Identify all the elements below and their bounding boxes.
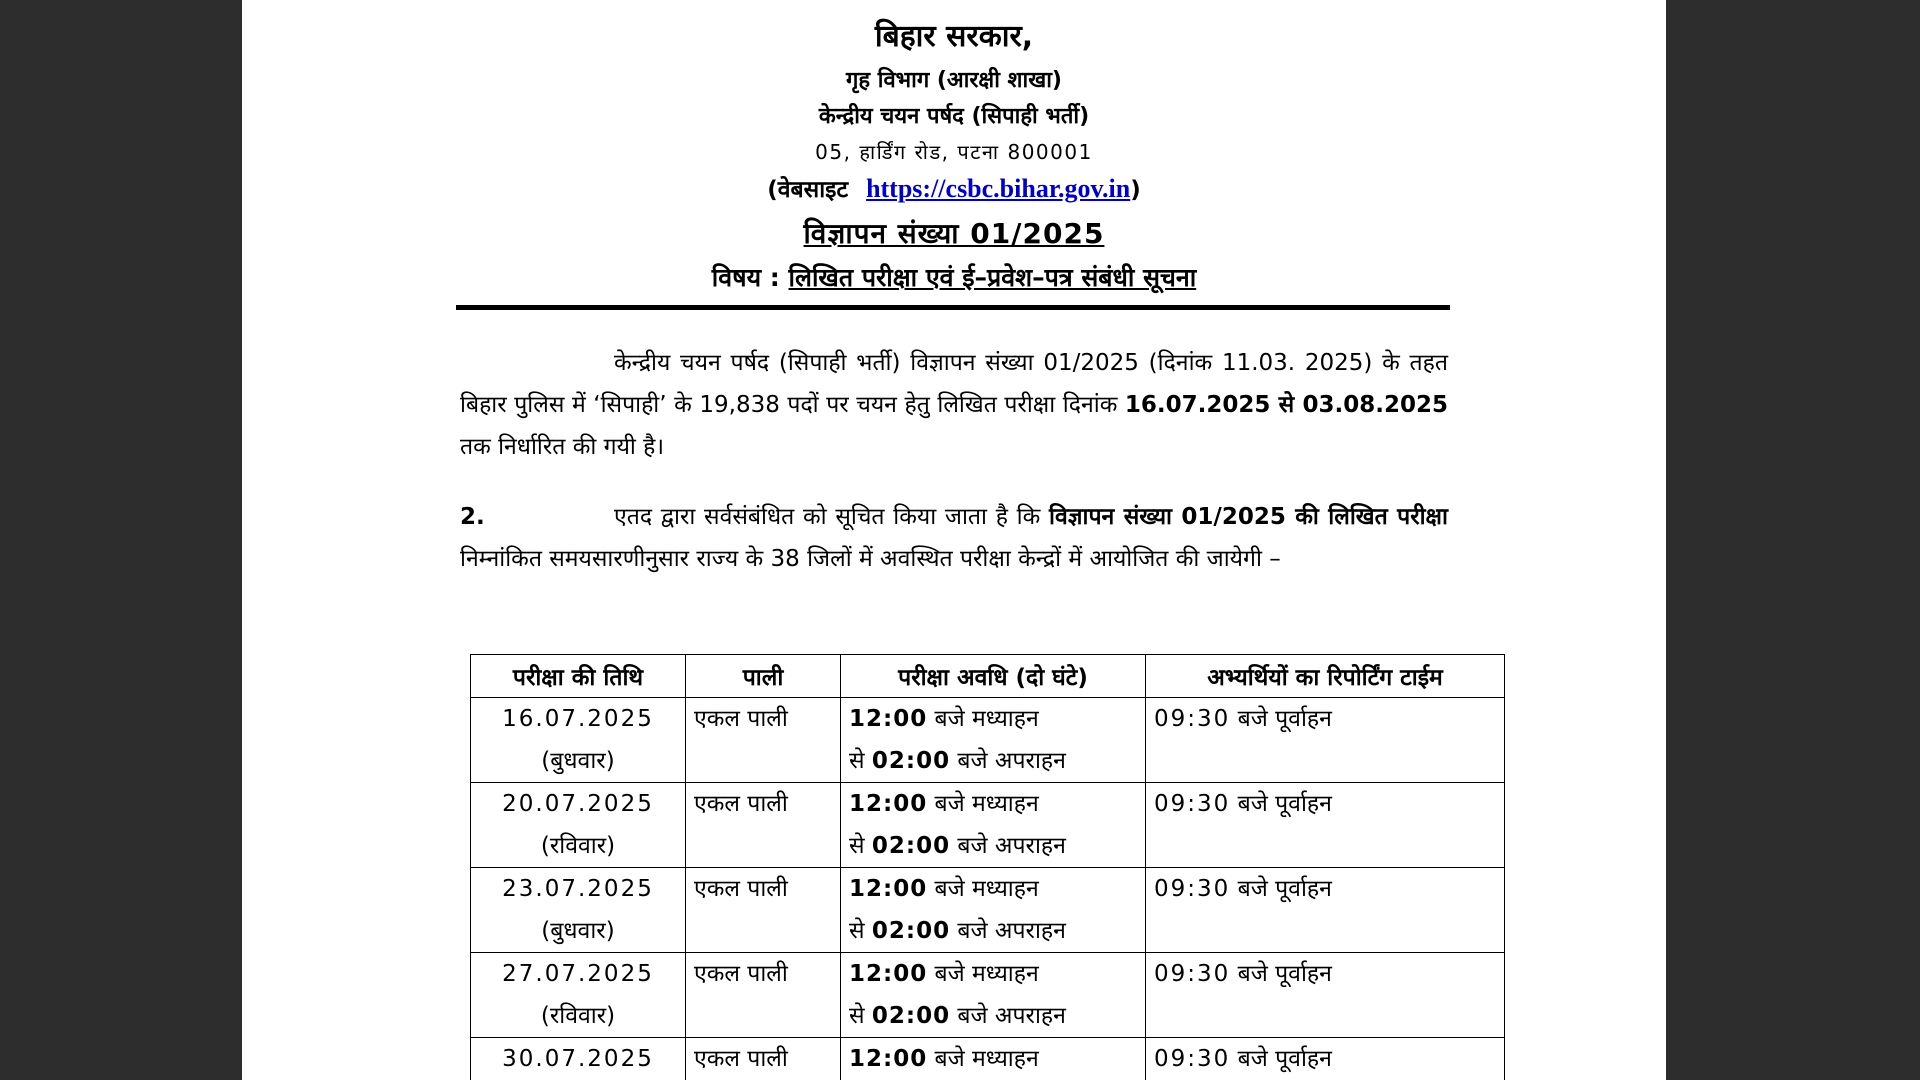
exam-day: (बुधवार) [541, 918, 615, 944]
shift-cell: एकल पाली [686, 953, 841, 1038]
start-text: बजे मध्याहन [934, 876, 1039, 902]
paragraph-2-text: एतद द्वारा सर्वसंबंधित को सूचित किया जाता है कि [614, 504, 1041, 530]
start-text: बजे मध्याहन [934, 1046, 1039, 1072]
exam-date: 23.07.2025 [502, 876, 654, 902]
subject-label: विषय : [711, 263, 780, 292]
table-row [471, 698, 1505, 783]
report-text: बजे पूर्वाहन [1237, 1046, 1332, 1072]
exam-day: (रविवार) [540, 1003, 616, 1029]
address-line: 05, हार्डिंग रोड, पटना 800001 [815, 140, 1093, 164]
exam-date-range: 16.07.2025 से 03.08.2025 [1124, 392, 1448, 418]
start-text: बजे मध्याहन [934, 706, 1039, 732]
table-row [471, 868, 1505, 953]
table-row [471, 1038, 1505, 1080]
website-line [242, 172, 1666, 204]
date-cell [471, 953, 686, 1038]
duration-cell [841, 868, 1146, 953]
exam-schedule-table [470, 654, 1505, 1080]
report-time: 09:30 [1154, 876, 1231, 902]
header-shift: पाली [686, 655, 841, 698]
report-text: बजे पूर्वाहन [1237, 706, 1332, 732]
report-text: बजे पूर्वाहन [1237, 791, 1332, 817]
end-prefix: से [849, 833, 865, 859]
table-header-row [471, 655, 1505, 698]
paragraph-2-end: निम्नांकित समयसारणीनुसार राज्य के 38 जिलों में अवस्थित परीक्षा केन्द्रों में आयोजित की जायेगी – [460, 546, 1281, 572]
paragraph-2 [460, 496, 1448, 580]
start-text: बजे मध्याहन [934, 961, 1039, 987]
end-time: 02:00 [871, 833, 951, 859]
duration-cell [841, 1038, 1146, 1080]
exam-date: 16.07.2025 [502, 706, 654, 732]
start-time: 12:00 [849, 706, 928, 732]
duration-cell [841, 698, 1146, 783]
duration-cell [841, 953, 1146, 1038]
paragraph-number: 2. [460, 504, 485, 530]
end-time: 02:00 [871, 748, 951, 774]
report-time: 09:30 [1154, 706, 1231, 732]
exam-day: (बुधवार) [541, 748, 615, 774]
department-heading: गृह विभाग (आरक्षी शाखा) [846, 68, 1062, 93]
shift-cell: एकल पाली [686, 1038, 841, 1080]
date-cell [471, 783, 686, 868]
end-text: बजे अपराहन [957, 833, 1066, 859]
header-divider [456, 305, 1450, 310]
end-prefix: से [849, 748, 865, 774]
end-prefix: से [849, 918, 865, 944]
subject-text: लिखित परीक्षा एवं ई–प्रवेश–पत्र संबंधी सूचना [788, 263, 1197, 292]
report-text: बजे पूर्वाहन [1237, 961, 1332, 987]
end-text: बजे अपराहन [957, 1003, 1066, 1029]
end-prefix: से [849, 1003, 865, 1029]
header-duration: परीक्षा अवधि (दो घंटे) [841, 655, 1146, 698]
shift-cell: एकल पाली [686, 868, 841, 953]
shift-cell: एकल पाली [686, 783, 841, 868]
end-text: बजे अपराहन [957, 748, 1066, 774]
paragraph-1-end: तक निर्धारित की गयी है। [460, 434, 665, 460]
board-heading: केन्द्रीय चयन पर्षद (सिपाही भर्ती) [818, 104, 1090, 129]
reporting-cell [1146, 783, 1505, 868]
end-text: बजे अपराहन [957, 918, 1066, 944]
report-time: 09:30 [1154, 961, 1231, 987]
table-row [471, 783, 1505, 868]
date-cell [471, 1038, 686, 1080]
advertisement-number: विज्ञापन संख्या 01/2025 [803, 217, 1105, 250]
website-link[interactable]: https://csbc.bihar.gov.in [866, 174, 1131, 203]
table-row [471, 953, 1505, 1038]
reporting-cell [1146, 1038, 1505, 1080]
start-time: 12:00 [849, 876, 928, 902]
exam-date: 30.07.2025 [502, 1046, 654, 1072]
website-close: ) [1130, 177, 1141, 203]
report-time: 09:30 [1154, 1046, 1231, 1072]
date-cell [471, 868, 686, 953]
paragraph-1-text: केन्द्रीय चयन पर्षद (सिपाही भर्ती) विज्ञापन संख्या 01/2025 (दिनांक 11.03. 2025) के तहत बिहार पुलिस में ‘सिपाही’ के 19,838 पदों पर चयन हेतु लिखित परीक्षा दिनांक [460, 350, 1448, 418]
exam-date: 27.07.2025 [502, 961, 654, 987]
reporting-cell [1146, 698, 1505, 783]
document-page [242, 0, 1666, 1080]
end-time: 02:00 [871, 1003, 951, 1029]
subject-line [242, 260, 1666, 294]
exam-date: 20.07.2025 [502, 791, 654, 817]
exam-day: (रविवार) [540, 833, 616, 859]
paragraph-2-bold: विज्ञापन संख्या 01/2025 की लिखित परीक्षा [1049, 504, 1449, 530]
report-text: बजे पूर्वाहन [1237, 876, 1332, 902]
end-time: 02:00 [871, 918, 951, 944]
start-time: 12:00 [849, 961, 928, 987]
header-exam-date: परीक्षा की तिथि [471, 655, 686, 698]
start-text: बजे मध्याहन [934, 791, 1039, 817]
start-time: 12:00 [849, 1046, 928, 1072]
paragraph-1 [460, 342, 1448, 468]
start-time: 12:00 [849, 791, 928, 817]
shift-cell: एकल पाली [686, 698, 841, 783]
reporting-cell [1146, 953, 1505, 1038]
date-cell [471, 698, 686, 783]
duration-cell [841, 783, 1146, 868]
government-heading: बिहार सरकार, [874, 19, 1034, 54]
header-reporting-time: अभ्यर्थियों का रिपोर्टिंग टाईम [1146, 655, 1505, 698]
website-label: (वेबसाइट [767, 177, 849, 203]
report-time: 09:30 [1154, 791, 1231, 817]
reporting-cell [1146, 868, 1505, 953]
